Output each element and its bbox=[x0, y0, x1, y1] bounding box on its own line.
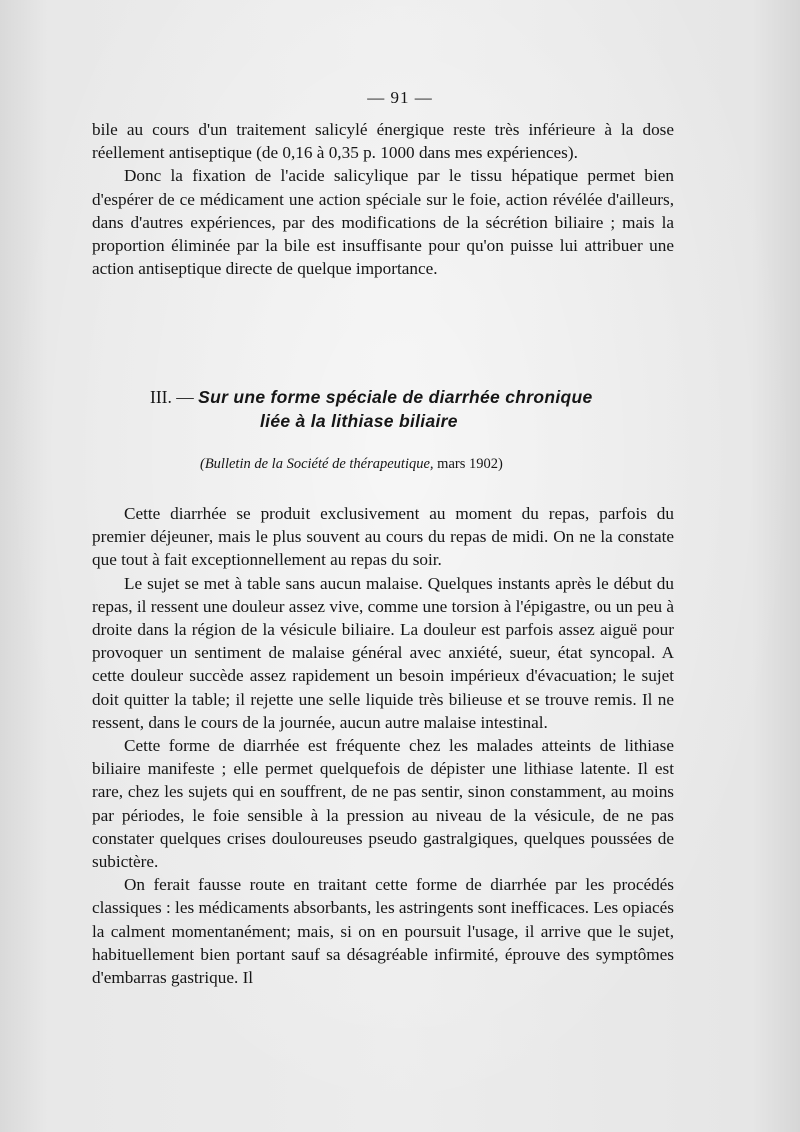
section-heading bbox=[150, 385, 670, 433]
citation-source: (Bulletin de la Société de thérapeutique, bbox=[200, 456, 434, 472]
citation-date: mars 1902) bbox=[437, 456, 503, 472]
body-paragraph-4: On ferait fausse route en traitant cette forme de diarrhée par les procédés classiques : les médicaments absorbants, les astringents sont inefficaces. Les opiacés la calment momentanément; mais, si on en poursuit l'usage, il arrive que le sujet, habituellement bien portant sauf sa désagréable infirmité, éprouve des symptômes d'embarras gastrique. Il bbox=[92, 875, 674, 988]
body-paragraph-3: Cette forme de diarrhée est fréquente chez les malades atteints de lithiase biliaire manifeste ; elle permet quelquefois de dépister une lithiase latente. Il est rare, chez les sujets qui en souffrent, de ne pas sentir, sinon constamment, au moins par périodes, le foie sensible à la pression au niveau de la vésicule, de ne pas constater quelques crises douloureuses pseudo gastralgiques, quelques poussées de subictère. bbox=[92, 736, 674, 872]
intro-paragraph-1: bile au cours d'un traitement salicylé énergique reste très inférieure à la dose réellement antiseptique (de 0,16 à 0,35 p. 1000 dans mes expériences). bbox=[92, 120, 674, 163]
section-number: III. — bbox=[150, 387, 194, 407]
section-title-line-1: Sur une forme spéciale de diarrhée chronique bbox=[198, 387, 593, 407]
body-paragraph-1: Cette diarrhée se produit exclusivement au moment du repas, parfois du premier déjeuner, mais le plus souvent au cours du repas de midi. On ne la constate que tout à fait exceptionnellement au repas du soir. bbox=[92, 504, 674, 570]
page-number: — 91 — bbox=[367, 88, 433, 107]
section-citation bbox=[200, 454, 620, 474]
intro-text bbox=[92, 118, 674, 280]
intro-paragraph-2: Donc la fixation de l'acide salicylique par le tissu hépatique permet bien d'espérer de ce médicament une action spéciale sur le foie, action révélée d'ailleurs, dans d'autres expériences, par des modifications de la sécrétion biliaire ; mais la proportion éliminée par la bile est insuffisante pour qu'on puisse lui attribuer une action antiseptique directe de quelque importance. bbox=[92, 166, 674, 279]
section-title-line-2: liée à la lithiase biliaire bbox=[260, 411, 458, 431]
body-text bbox=[92, 502, 674, 989]
body-paragraph-2: Le sujet se met à table sans aucun malaise. Quelques instants après le début du repas, il ressent une douleur assez vive, comme une torsion à l'épigastre, ou un peu à droite dans la région de la vésicule biliaire. La douleur est parfois assez aiguë pour provoquer un sentiment de malaise général avec anxiété, sueur, état syncopal. A cette douleur succède assez rapidement un besoin impérieux d'évacuation; le sujet doit quitter la table; il rejette une selle liquide très bilieuse et se trouve remis. Il ne ressent, dans le cours de la journée, aucun autre malaise intestinal. bbox=[92, 573, 674, 732]
